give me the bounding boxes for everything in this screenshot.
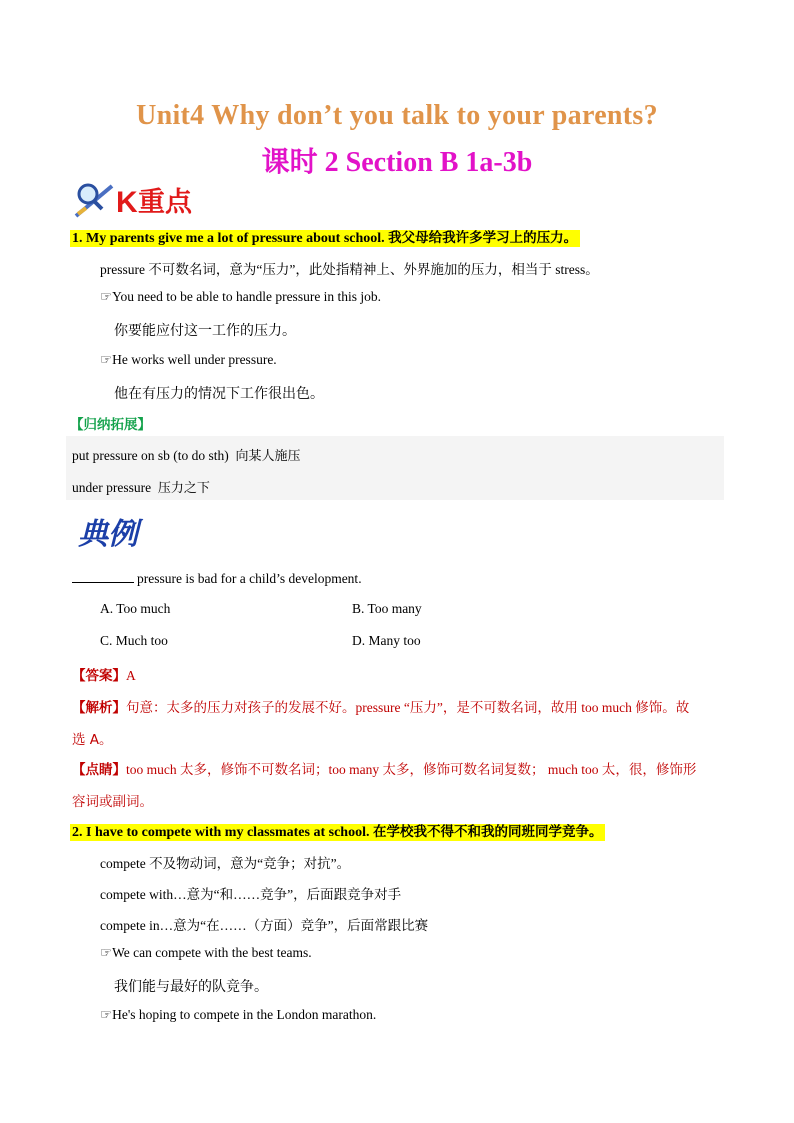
point-1-example-1-zh: 你要能应付这一工作的压力。 — [114, 323, 296, 339]
extension-tag: 【归纳拓展】 — [70, 417, 151, 433]
key-points-logo-text: 重点 — [138, 187, 192, 218]
svg-text:典例: 典例 — [78, 517, 138, 552]
analysis-line-2: 选 A。 — [72, 732, 113, 748]
point-2-example-2-en: ☞He's hoping to compete in the London marathon. — [100, 1007, 377, 1022]
extension-line-2: under pressure 压力之下 — [72, 480, 210, 496]
point-2-explanation-1: compete 不及物动词，意为“竞争；对抗”。 — [100, 856, 351, 871]
point-1-heading: 1. My parents give me a lot of pressure about school. 我父母给我许多学习上的压力。 — [70, 226, 580, 247]
answer-blank[interactable] — [72, 570, 134, 583]
point-2-example-1-en: ☞We can compete with the best teams. — [100, 945, 312, 960]
option-c: C. Much too — [100, 633, 168, 648]
point-1-example-1-en: ☞You need to be able to handle pressure in this job. — [100, 289, 382, 304]
svg-text:K: K — [116, 186, 138, 219]
option-d: D. Many too — [352, 633, 421, 648]
tip-line-1: 【点睛】too much 太多，修饰不可数名词；too many 太多，修饰可数名词复数； much too 太，很，修饰形 — [72, 762, 697, 778]
key-points-logo — [72, 178, 218, 220]
exercise-question: pressure is bad for a child’s development. — [72, 570, 362, 587]
point-1-example-2-en: ☞He works well under pressure. — [100, 352, 277, 367]
point-2-explanation-3: compete in…意为“在……（方面）竞争”，后面常跟比赛 — [100, 918, 429, 933]
answer-line: 【答案】A — [72, 668, 136, 684]
point-1-explanation: pressure 不可数名词，意为“压力”，此处指精神上、外界施加的压力，相当于 stress。 — [100, 262, 599, 277]
option-a: A. Too much — [100, 601, 171, 616]
magnifier-pencil-icon — [72, 178, 218, 220]
point-1-example-2-zh: 他在有压力的情况下工作很出色。 — [114, 386, 324, 402]
option-b: B. Too many — [352, 601, 422, 616]
extension-line-1: put pressure on sb (to do sth) 向某人施压 — [72, 448, 301, 464]
page-title: Unit4 Why don’t you talk to your parents? — [136, 100, 658, 131]
analysis-line-1: 【解析】句意：太多的压力对孩子的发展不好。pressure “压力”，是不可数名词，故用 too much 修饰。故 — [72, 700, 690, 716]
point-2-example-1-zh: 我们能与最好的队竞争。 — [114, 979, 268, 995]
example-logo — [76, 510, 152, 552]
tip-line-2: 容词或副词。 — [72, 794, 153, 810]
point-2-heading: 2. I have to compete with my classmates at school. 在学校我不得不和我的同班同学竞争。 — [70, 820, 605, 841]
point-2-explanation-2: compete with…意为“和……竞争”，后面跟竞争对手 — [100, 887, 402, 902]
page-subtitle: 课时 2 Section B 1a-3b — [261, 147, 533, 178]
